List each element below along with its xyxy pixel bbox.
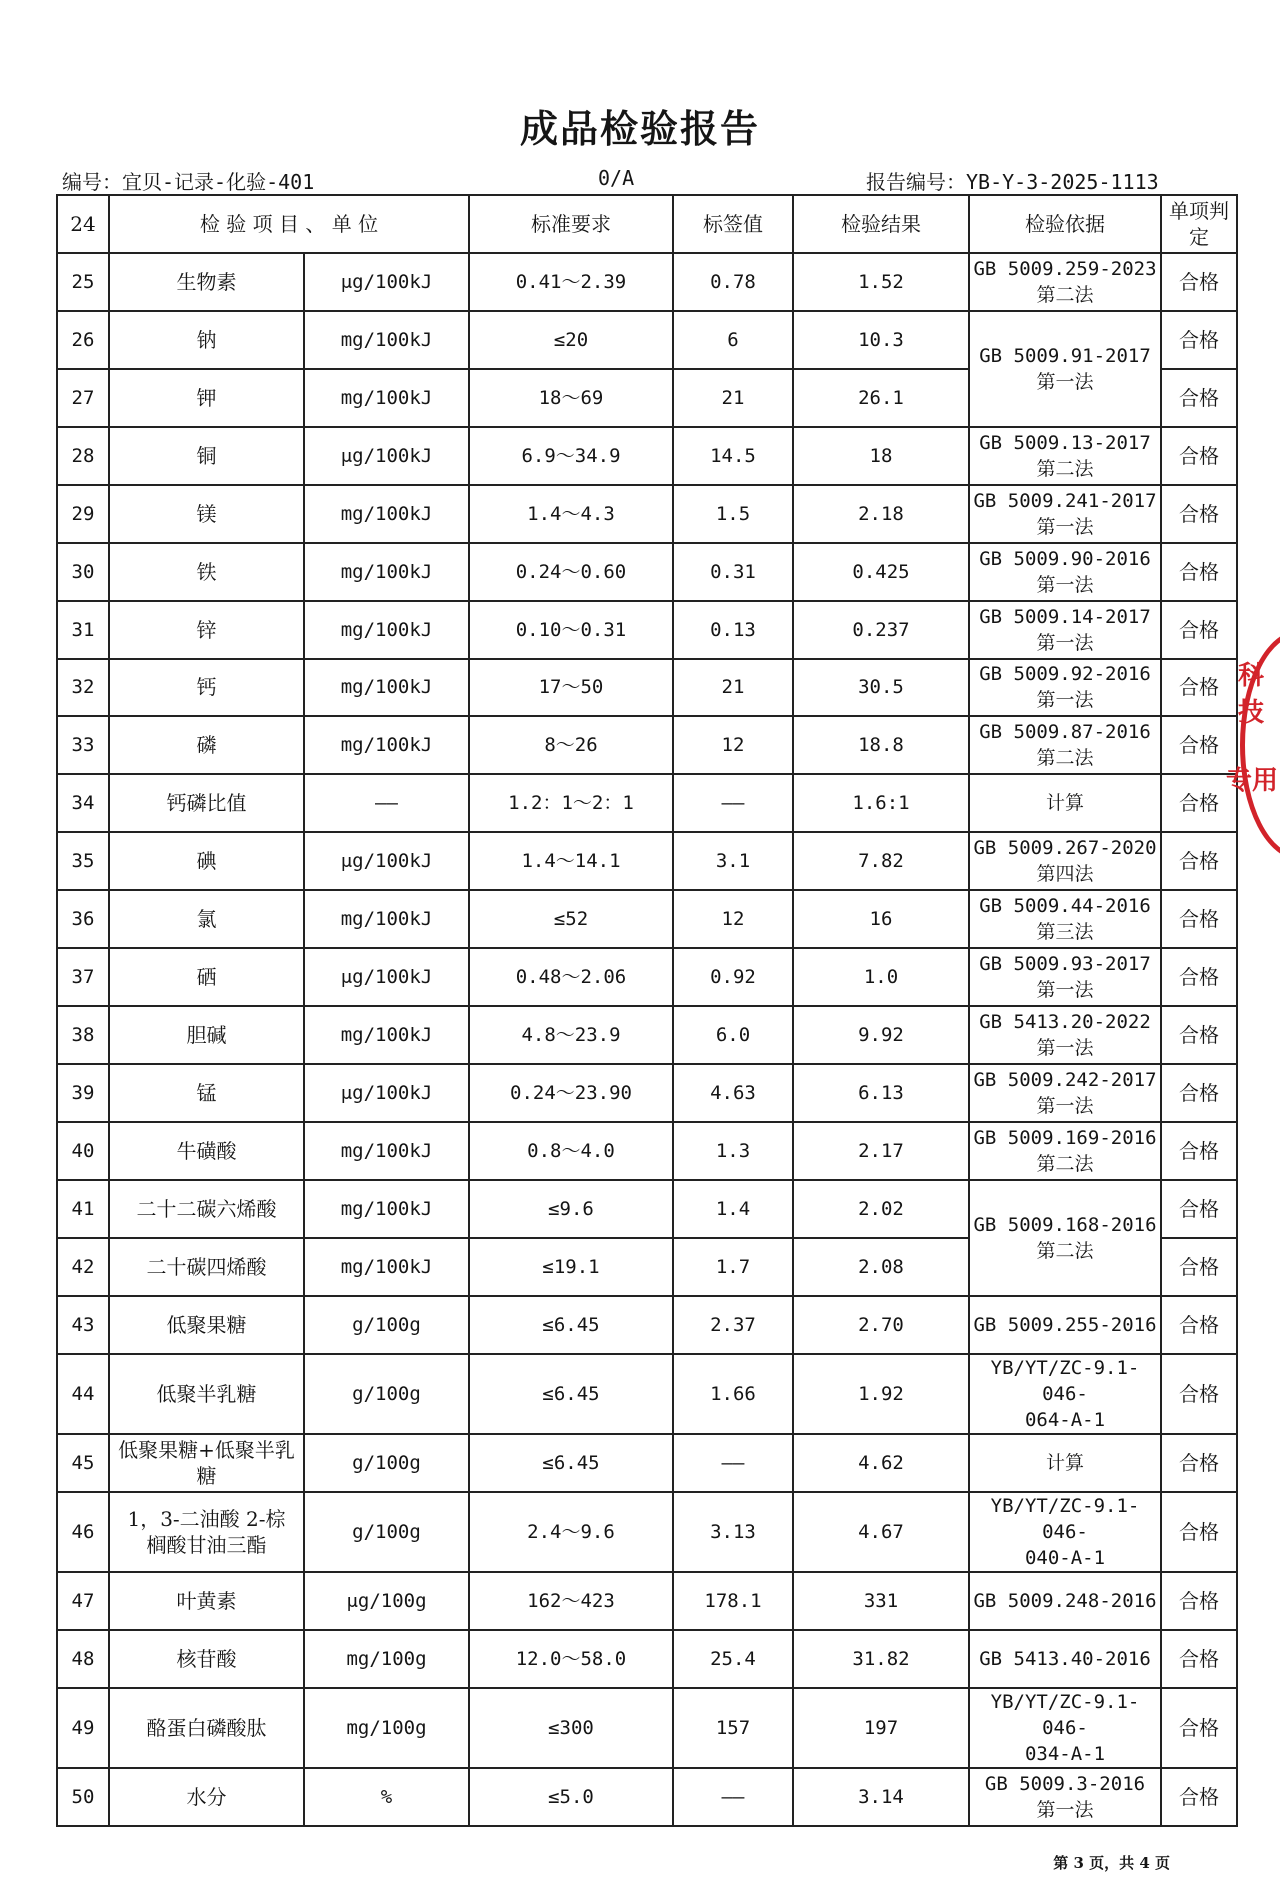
cell-label-value: 1.7 (673, 1238, 793, 1296)
cell-verdict: 合格 (1161, 1064, 1237, 1122)
cell-verdict: 合格 (1161, 1630, 1237, 1688)
table-row (57, 890, 1237, 948)
cell-unit: μg/100kJ (304, 948, 469, 1006)
cell-result: 1.52 (793, 253, 969, 311)
cell-item: 牛磺酸 (109, 1122, 304, 1180)
cell-no: 41 (57, 1180, 109, 1238)
cell-item: 低聚半乳糖 (109, 1354, 304, 1434)
cell-label-value: 3.13 (673, 1492, 793, 1572)
cell-result: 10.3 (793, 311, 969, 369)
cell-basis: YB/YT/ZC-9.1-046- 040-A-1 (969, 1492, 1161, 1572)
cell-item: 钠 (109, 311, 304, 369)
cell-result: 4.62 (793, 1434, 969, 1492)
cell-no: 50 (57, 1768, 109, 1826)
cell-verdict: 合格 (1161, 369, 1237, 427)
cell-basis: GB 5009.90-2016 第一法 (969, 543, 1161, 601)
cell-label-value: 2.37 (673, 1296, 793, 1354)
cell-result: 197 (793, 1688, 969, 1768)
cell-unit: mg/100kJ (304, 1122, 469, 1180)
cell-result: 2.08 (793, 1238, 969, 1296)
cell-label-value: 157 (673, 1688, 793, 1768)
cell-item: 酪蛋白磷酸肽 (109, 1688, 304, 1768)
table-row (57, 1064, 1237, 1122)
table-row (57, 1180, 1237, 1238)
cell-verdict: 合格 (1161, 948, 1237, 1006)
cell-result: 18.8 (793, 716, 969, 774)
cell-unit: mg/100kJ (304, 890, 469, 948)
cell-result: 6.13 (793, 1064, 969, 1122)
cell-verdict: 合格 (1161, 543, 1237, 601)
cell-unit: mg/100kJ (304, 601, 469, 659)
cell-no: 48 (57, 1630, 109, 1688)
cell-label-value: 3.1 (673, 832, 793, 890)
cell-verdict: 合格 (1161, 1122, 1237, 1180)
cell-result: 18 (793, 427, 969, 485)
cell-label-value: 0.78 (673, 253, 793, 311)
cell-label-value: 21 (673, 659, 793, 717)
table-row (57, 1688, 1237, 1768)
cell-item: 氯 (109, 890, 304, 948)
cell-label-value: 1.5 (673, 485, 793, 543)
cell-result: 2.18 (793, 485, 969, 543)
cell-standard: ≤52 (469, 890, 673, 948)
cell-unit: mg/100kJ (304, 1238, 469, 1296)
cell-unit: mg/100kJ (304, 543, 469, 601)
cell-no: 45 (57, 1434, 109, 1492)
cell-basis: GB 5413.40-2016 (969, 1630, 1161, 1688)
table-row (57, 716, 1237, 774)
cell-label-value: 0.13 (673, 601, 793, 659)
cell-result: 2.17 (793, 1122, 969, 1180)
cell-basis: GB 5413.20-2022 第一法 (969, 1006, 1161, 1064)
cell-standard: ≤300 (469, 1688, 673, 1768)
cell-verdict: 合格 (1161, 1572, 1237, 1630)
cell-verdict: 合格 (1161, 485, 1237, 543)
table-row (57, 543, 1237, 601)
header-label-value: 标签值 (673, 195, 793, 253)
cell-label-value: —— (673, 774, 793, 832)
cell-standard: 1.4～4.3 (469, 485, 673, 543)
cell-item: 水分 (109, 1768, 304, 1826)
cell-verdict: 合格 (1161, 1768, 1237, 1826)
cell-no: 47 (57, 1572, 109, 1630)
cell-no: 42 (57, 1238, 109, 1296)
cell-standard: ≤6.45 (469, 1434, 673, 1492)
cell-item: 钙 (109, 659, 304, 717)
cell-basis: GB 5009.14-2017 第一法 (969, 601, 1161, 659)
cell-basis: GB 5009.87-2016 第二法 (969, 716, 1161, 774)
cell-unit: mg/100g (304, 1630, 469, 1688)
cell-no: 33 (57, 716, 109, 774)
cell-standard: 6.9～34.9 (469, 427, 673, 485)
cell-unit: μg/100kJ (304, 253, 469, 311)
cell-basis: GB 5009.92-2016 第一法 (969, 659, 1161, 717)
cell-basis: GB 5009.241-2017 第一法 (969, 485, 1161, 543)
cell-no: 29 (57, 485, 109, 543)
cell-unit: mg/100kJ (304, 1006, 469, 1064)
cell-result: 1.92 (793, 1354, 969, 1434)
cell-unit: mg/100g (304, 1688, 469, 1768)
cell-label-value: 6.0 (673, 1006, 793, 1064)
cell-result: 9.92 (793, 1006, 969, 1064)
cell-unit: g/100g (304, 1492, 469, 1572)
cell-item: 锌 (109, 601, 304, 659)
cell-basis: GB 5009.255-2016 (969, 1296, 1161, 1354)
cell-item: 锰 (109, 1064, 304, 1122)
cell-unit: g/100g (304, 1354, 469, 1434)
cell-result: 2.70 (793, 1296, 969, 1354)
cell-result: 2.02 (793, 1180, 969, 1238)
stamp-text-bottom: 专用 (1226, 766, 1279, 796)
cell-item: 钙磷比值 (109, 774, 304, 832)
cell-label-value: 1.4 (673, 1180, 793, 1238)
cell-label-value: 12 (673, 716, 793, 774)
cell-no: 26 (57, 311, 109, 369)
cell-no: 40 (57, 1122, 109, 1180)
table-row (57, 485, 1237, 543)
cell-no: 46 (57, 1492, 109, 1572)
cell-item: 1，3-二油酸 2-棕 榈酸甘油三酯 (109, 1492, 304, 1572)
cell-basis: GB 5009.169-2016 第二法 (969, 1122, 1161, 1180)
cell-verdict: 合格 (1161, 311, 1237, 369)
cell-standard: 0.48～2.06 (469, 948, 673, 1006)
cell-standard: 162～423 (469, 1572, 673, 1630)
table-row (57, 774, 1237, 832)
header-no: 24 (57, 195, 109, 253)
cell-unit: μg/100g (304, 1572, 469, 1630)
cell-item: 碘 (109, 832, 304, 890)
cell-standard: 4.8～23.9 (469, 1006, 673, 1064)
cell-item: 二十二碳六烯酸 (109, 1180, 304, 1238)
cell-basis: GB 5009.248-2016 (969, 1572, 1161, 1630)
cell-label-value: —— (673, 1434, 793, 1492)
report-title: 成品检验报告 (519, 106, 760, 151)
cell-verdict: 合格 (1161, 427, 1237, 485)
cell-no: 44 (57, 1354, 109, 1434)
cell-standard: 0.24～0.60 (469, 543, 673, 601)
cell-basis: YB/YT/ZC-9.1-046- 034-A-1 (969, 1688, 1161, 1768)
cell-unit: μg/100kJ (304, 1064, 469, 1122)
cell-result: 331 (793, 1572, 969, 1630)
cell-result: 16 (793, 890, 969, 948)
cell-standard: ≤9.6 (469, 1180, 673, 1238)
cell-label-value: 21 (673, 369, 793, 427)
cell-no: 36 (57, 890, 109, 948)
cell-unit: g/100g (304, 1434, 469, 1492)
cell-verdict: 合格 (1161, 659, 1237, 717)
cell-item: 硒 (109, 948, 304, 1006)
document-code: 编号：宜贝-记录-化验-401 (62, 170, 315, 194)
cell-verdict: 合格 (1161, 253, 1237, 311)
cell-basis: 计算 (969, 1434, 1161, 1492)
table-row (57, 832, 1237, 890)
cell-verdict: 合格 (1161, 601, 1237, 659)
cell-standard: 18～69 (469, 369, 673, 427)
table-row (57, 601, 1237, 659)
cell-standard: ≤6.45 (469, 1296, 673, 1354)
cell-verdict: 合格 (1161, 716, 1237, 774)
cell-no: 43 (57, 1296, 109, 1354)
cell-verdict: 合格 (1161, 1296, 1237, 1354)
header-item-unit: 检 验 项 目 、 单 位 (109, 195, 469, 253)
cell-basis: GB 5009.3-2016 第一法 (969, 1768, 1161, 1826)
cell-result: 31.82 (793, 1630, 969, 1688)
cell-unit: —— (304, 774, 469, 832)
cell-item: 生物素 (109, 253, 304, 311)
cell-label-value: 14.5 (673, 427, 793, 485)
cell-standard: 12.0～58.0 (469, 1630, 673, 1688)
cell-no: 49 (57, 1688, 109, 1768)
table-row (57, 1630, 1237, 1688)
cell-unit: mg/100kJ (304, 659, 469, 717)
cell-result: 0.237 (793, 601, 969, 659)
cell-verdict: 合格 (1161, 1688, 1237, 1768)
header-basis: 检验依据 (969, 195, 1161, 253)
cell-standard: 0.8～4.0 (469, 1122, 673, 1180)
cell-verdict: 合格 (1161, 1434, 1237, 1492)
cell-item: 二十碳四烯酸 (109, 1238, 304, 1296)
table-row (57, 253, 1237, 311)
cell-verdict: 合格 (1161, 774, 1237, 832)
cell-standard: ≤19.1 (469, 1238, 673, 1296)
cell-result: 3.14 (793, 1768, 969, 1826)
cell-result: 1.0 (793, 948, 969, 1006)
cell-basis: GB 5009.93-2017 第一法 (969, 948, 1161, 1006)
cell-verdict: 合格 (1161, 1180, 1237, 1238)
cell-unit: mg/100kJ (304, 716, 469, 774)
cell-basis: 计算 (969, 774, 1161, 832)
inspection-table (56, 194, 1238, 1827)
cell-label-value: 178.1 (673, 1572, 793, 1630)
cell-result: 1.6:1 (793, 774, 969, 832)
table-row (57, 659, 1237, 717)
cell-standard: 8～26 (469, 716, 673, 774)
table-row (57, 1434, 1237, 1492)
cell-label-value: —— (673, 1768, 793, 1826)
cell-label-value: 0.92 (673, 948, 793, 1006)
cell-basis: GB 5009.259-2023 第二法 (969, 253, 1161, 311)
cell-label-value: 0.31 (673, 543, 793, 601)
cell-no: 28 (57, 427, 109, 485)
cell-item: 核苷酸 (109, 1630, 304, 1688)
cell-unit: mg/100kJ (304, 485, 469, 543)
cell-verdict: 合格 (1161, 1006, 1237, 1064)
cell-label-value: 1.66 (673, 1354, 793, 1434)
cell-standard: 2.4～9.6 (469, 1492, 673, 1572)
table-row (57, 1006, 1237, 1064)
table-row (57, 1296, 1237, 1354)
cell-basis: GB 5009.267-2020 第四法 (969, 832, 1161, 890)
cell-standard: 0.41～2.39 (469, 253, 673, 311)
cell-label-value: 12 (673, 890, 793, 948)
report-number: 报告编号：YB-Y-3-2025-1113 (866, 170, 1159, 194)
stamp-text-top: 科技 (1238, 661, 1265, 728)
cell-no: 38 (57, 1006, 109, 1064)
header-row (57, 195, 1237, 253)
cell-unit: % (304, 1768, 469, 1826)
cell-unit: mg/100kJ (304, 369, 469, 427)
cell-standard: ≤20 (469, 311, 673, 369)
cell-unit: mg/100kJ (304, 1180, 469, 1238)
cell-label-value: 25.4 (673, 1630, 793, 1688)
cell-label-value: 4.63 (673, 1064, 793, 1122)
cell-item: 叶黄素 (109, 1572, 304, 1630)
cell-item: 低聚果糖 (109, 1296, 304, 1354)
cell-no: 39 (57, 1064, 109, 1122)
cell-basis: GB 5009.168-2016 第二法 (969, 1180, 1161, 1296)
cell-item: 铜 (109, 427, 304, 485)
cell-result: 0.425 (793, 543, 969, 601)
cell-unit: g/100g (304, 1296, 469, 1354)
cell-verdict: 合格 (1161, 832, 1237, 890)
table-row (57, 1768, 1237, 1826)
cell-no: 34 (57, 774, 109, 832)
header-result: 检验结果 (793, 195, 969, 253)
cell-no: 30 (57, 543, 109, 601)
table-row (57, 1122, 1237, 1180)
cell-basis: GB 5009.242-2017 第一法 (969, 1064, 1161, 1122)
cell-standard: 0.24～23.90 (469, 1064, 673, 1122)
table-row (57, 1492, 1237, 1572)
cell-result: 30.5 (793, 659, 969, 717)
cell-basis: GB 5009.44-2016 第三法 (969, 890, 1161, 948)
version-code: 0/A (598, 166, 635, 190)
header-standard: 标准要求 (469, 195, 673, 253)
cell-verdict: 合格 (1161, 1354, 1237, 1434)
cell-standard: 0.10～0.31 (469, 601, 673, 659)
table-row (57, 427, 1237, 485)
cell-standard: 17～50 (469, 659, 673, 717)
cell-result: 4.67 (793, 1492, 969, 1572)
cell-basis: GB 5009.91-2017 第一法 (969, 311, 1161, 427)
table-row (57, 948, 1237, 1006)
cell-item: 磷 (109, 716, 304, 774)
cell-verdict: 合格 (1161, 1492, 1237, 1572)
cell-standard: 1.4～14.1 (469, 832, 673, 890)
table-row (57, 1354, 1237, 1434)
cell-item: 低聚果糖+低聚半乳 糖 (109, 1434, 304, 1492)
cell-unit: μg/100kJ (304, 427, 469, 485)
page-number: 第 3 页，共 4 页 (1053, 1854, 1170, 1872)
cell-basis: GB 5009.13-2017 第二法 (969, 427, 1161, 485)
table-row (57, 1572, 1237, 1630)
cell-no: 37 (57, 948, 109, 1006)
cell-standard: ≤6.45 (469, 1354, 673, 1434)
cell-no: 31 (57, 601, 109, 659)
cell-item: 钾 (109, 369, 304, 427)
cell-item: 镁 (109, 485, 304, 543)
cell-unit: mg/100kJ (304, 311, 469, 369)
cell-verdict: 合格 (1161, 890, 1237, 948)
cell-result: 26.1 (793, 369, 969, 427)
cell-no: 25 (57, 253, 109, 311)
cell-basis: YB/YT/ZC-9.1-046- 064-A-1 (969, 1354, 1161, 1434)
cell-no: 27 (57, 369, 109, 427)
cell-unit: μg/100kJ (304, 832, 469, 890)
cell-standard: ≤5.0 (469, 1768, 673, 1826)
cell-label-value: 6 (673, 311, 793, 369)
cell-verdict: 合格 (1161, 1238, 1237, 1296)
header-verdict: 单项判定 (1161, 195, 1237, 253)
cell-result: 7.82 (793, 832, 969, 890)
cell-standard: 1.2：1～2：1 (469, 774, 673, 832)
table-row (57, 311, 1237, 369)
cell-no: 32 (57, 659, 109, 717)
cell-item: 胆碱 (109, 1006, 304, 1064)
cell-no: 35 (57, 832, 109, 890)
cell-item: 铁 (109, 543, 304, 601)
cell-label-value: 1.3 (673, 1122, 793, 1180)
